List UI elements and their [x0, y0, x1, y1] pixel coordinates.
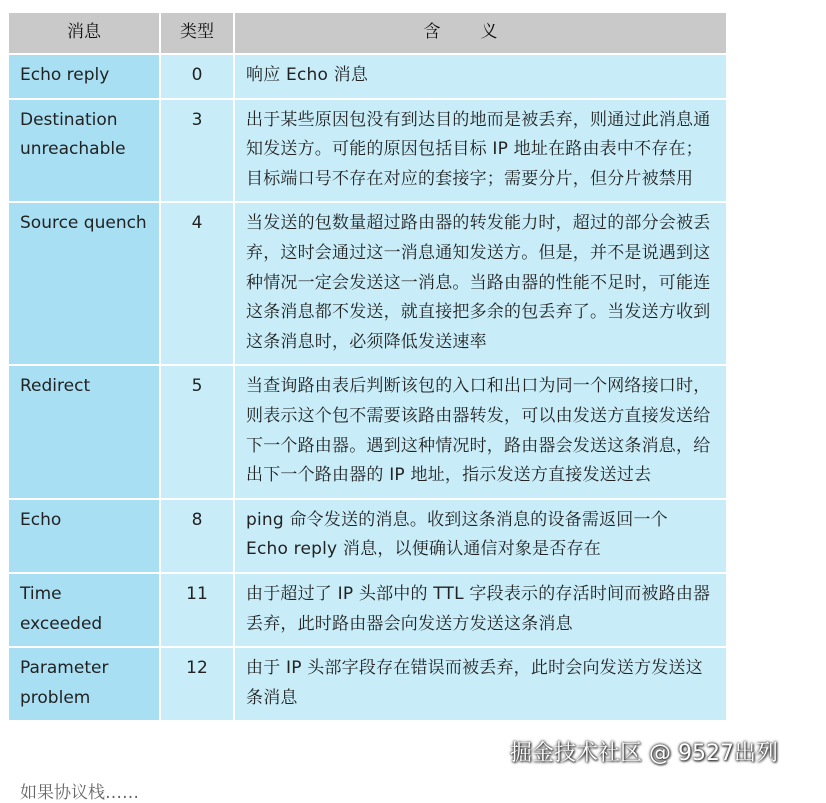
header-message: 消息 [9, 13, 159, 53]
cell-message: Parameter problem [9, 648, 159, 720]
cell-message: Time exceeded [9, 574, 159, 646]
table-row [9, 574, 726, 646]
header-type: 类型 [161, 13, 233, 53]
cell-message: Destination unreachable [9, 100, 159, 202]
cell-message: Source quench [9, 203, 159, 364]
cell-meaning: 当查询路由表后判断该包的入口和出口为同一个网络接口时，则表示这个包不需要该路由器转发，可以由发送方直接发送给下一个路由器。遇到这种情况时，路由器会发送这条消息，给出下一个路由器的 IP 地址，指示发送方直接发送过去 [235, 366, 726, 497]
cell-type: 11 [161, 574, 233, 646]
table-row [9, 100, 726, 202]
cell-type: 8 [161, 500, 233, 572]
cell-type: 4 [161, 203, 233, 364]
cell-type: 0 [161, 55, 233, 98]
table-header-row [9, 13, 726, 53]
cell-meaning: 响应 Echo 消息 [235, 55, 726, 98]
cell-type: 3 [161, 100, 233, 202]
cell-meaning: 出于某些原因包没有到达目的地而是被丢弃，则通过此消息通知发送方。可能的原因包括目标 IP 地址在路由表中不存在；目标端口号不存在对应的套接字；需要分片，但分片被禁用 [235, 100, 726, 202]
cell-message: Echo [9, 500, 159, 572]
table-row [9, 203, 726, 364]
table-row [9, 648, 726, 720]
cell-meaning: ping 命令发送的消息。收到这条消息的设备需返回一个 Echo reply 消息，以便确认通信对象是否存在 [235, 500, 726, 572]
cell-message: Redirect [9, 366, 159, 497]
cell-meaning: 由于 IP 头部字段存在错误而被丢弃，此时会向发送方发送这条消息 [235, 648, 726, 720]
cell-meaning: 由于超过了 IP 头部中的 TTL 字段表示的存活时间而被路由器丢弃，此时路由器会向发送方发送这条消息 [235, 574, 726, 646]
cell-type: 12 [161, 648, 233, 720]
watermark: 掘金技术社区 @ 9527出列 [510, 741, 778, 766]
table-row [9, 55, 726, 98]
table-row [9, 366, 726, 497]
cell-message: Echo reply [9, 55, 159, 98]
cut-off-paragraph: 如果协议栈…… [20, 783, 139, 803]
header-meaning: 含义 [235, 13, 726, 53]
cell-meaning: 当发送的包数量超过路由器的转发能力时，超过的部分会被丢弃，这时会通过这一消息通知发送方。但是，并不是说遇到这种情况一定会发送这一消息。当路由器的性能不足时，可能连这条消息都不发送，就直接把多余的包丢弃了。当发送方收到这条消息时，必须降低发送速率 [235, 203, 726, 364]
cell-type: 5 [161, 366, 233, 497]
table-row [9, 500, 726, 572]
icmp-message-table [7, 11, 728, 722]
